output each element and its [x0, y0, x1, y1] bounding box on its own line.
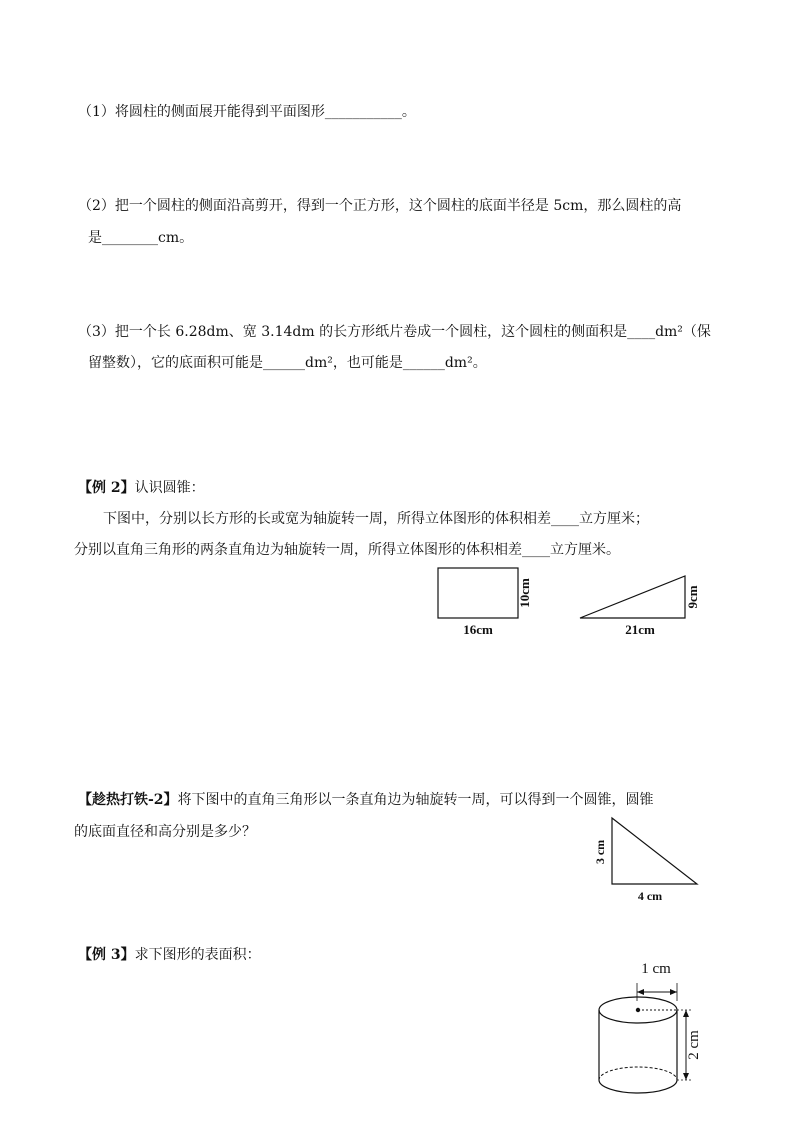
- strike-2-tag: 【趁热打铁-2】: [78, 792, 178, 808]
- triangle-height-label: 9cm: [685, 585, 700, 609]
- cylinder-figure: [588, 955, 708, 1101]
- cylinder-bottom-front-arc: [599, 1080, 677, 1093]
- right-triangle-shape: [612, 818, 697, 884]
- example-3-title: 求下图形的表面积：: [134, 947, 261, 963]
- example-2-heading: [78, 478, 205, 498]
- strike-2-line-1: [78, 790, 654, 810]
- rectangle-width-label: 16cm: [463, 622, 493, 637]
- example-2-title: 认识圆锥：: [134, 480, 205, 496]
- triangle-height-label: 3 cm: [593, 839, 607, 865]
- example-2-figures: [425, 562, 715, 640]
- strike-2-figure: [590, 812, 705, 904]
- question-3-line-2: 留整数），它的底面积可能是______dm²，也可能是______dm²。: [88, 355, 487, 371]
- question-3-line-1: （3）把一个长 6.28dm、宽 3.14dm 的长方形纸片卷成一个圆柱，这个圆柱的侧面积是____dm²（保: [78, 324, 711, 340]
- arrowhead-right-icon: [670, 989, 677, 995]
- rectangle-height-label: 10cm: [517, 578, 532, 608]
- example-3-tag: 【例 3】: [78, 947, 135, 963]
- question-2-line-1: （2）把一个圆柱的侧面沿高剪开，得到一个正方形，这个圆柱的底面半径是 5cm，那么圆柱的高: [78, 198, 682, 214]
- question-1: （1）将圆柱的侧面展开能得到平面图形___________。: [78, 104, 416, 120]
- triangle-shape: [580, 576, 685, 618]
- question-2-line-2: 是________cm。: [88, 230, 194, 246]
- strike-2-line-2: 的底面直径和高分别是多少？: [74, 824, 256, 840]
- arrowhead-up-icon: [683, 1010, 689, 1017]
- rectangle-shape: [438, 568, 518, 618]
- arrowhead-down-icon: [683, 1073, 689, 1080]
- height-label: 2 cm: [686, 1030, 702, 1060]
- cylinder-bottom-back-arc: [599, 1067, 677, 1080]
- example-2-line-2: 分别以直角三角形的两条直角边为轴旋转一周，所得立体图形的体积相差____立方厘米。: [74, 542, 620, 558]
- triangle-base-label: 21cm: [625, 622, 655, 637]
- radius-label: 1 cm: [641, 961, 671, 977]
- example-2-line-1: 下图中，分别以长方形的长或宽为轴旋转一周，所得立体图形的体积相差____立方厘米；: [103, 511, 649, 527]
- example-3-heading: [78, 945, 261, 965]
- example-2-tag: 【例 2】: [78, 480, 135, 496]
- arrowhead-left-icon: [637, 989, 644, 995]
- triangle-base-label: 4 cm: [637, 889, 663, 903]
- strike-2-text: 将下图中的直角三角形以一条直角边为轴旋转一周，可以得到一个圆锥，圆锥: [177, 792, 654, 808]
